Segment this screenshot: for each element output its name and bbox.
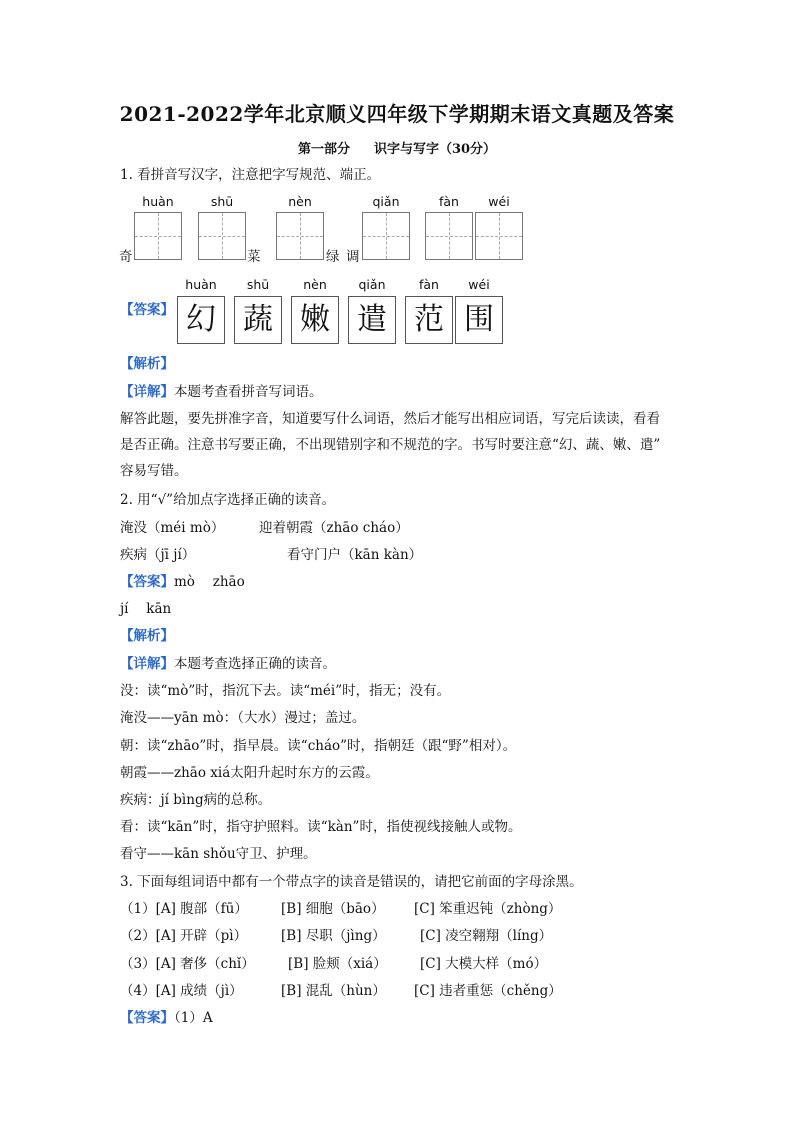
q2-analysis-tag: 【解析】 bbox=[120, 628, 174, 644]
writing-box-3 bbox=[276, 212, 324, 260]
q2-item-1: 淹没（méi mò） bbox=[120, 520, 225, 536]
q3-row-3-c: [C] 大模大样（mó） bbox=[420, 956, 548, 972]
q1-explain-3: 容易写错。 bbox=[120, 463, 188, 479]
q1-explain-1: 解答此题，要先拼准字音，知道要写什么词语，然后才能写出相应词语，写完后读读，看看 bbox=[120, 411, 660, 427]
answer-char-3: 嫩 bbox=[291, 296, 339, 344]
q1-prompt: 1. 看拼音写汉字，注意把字写规范、端正。 bbox=[120, 167, 381, 183]
answer-char-6: 围 bbox=[455, 296, 503, 344]
q2-line-5: 疾病：jí bìng病的总称。 bbox=[120, 792, 272, 808]
q3-row-4-a: （4）[A] 成绩（jì） bbox=[120, 983, 243, 999]
section-heading bbox=[0, 138, 794, 157]
q2-item-4: 看守门户（kān kàn） bbox=[287, 547, 423, 563]
q2-detail-tag: 【详解】 bbox=[120, 656, 174, 672]
document-title: 2021-2022学年北京顺义四年级下学期期末语文真题及答案 bbox=[119, 102, 675, 126]
q2-detail-text: 本题考查选择正确的读音。 bbox=[174, 656, 336, 672]
q1-explain-2: 是否正确。注意书写要正确，不出现错别字和不规范的字。书写时要注意“幻、蔬、嫩、遣” bbox=[120, 437, 661, 453]
q2-answer bbox=[120, 573, 245, 591]
q2-item-3: 疾病（jī jí） bbox=[120, 547, 196, 563]
q3-row-1-c: [C] 笨重迟钝（zhòng） bbox=[414, 901, 562, 917]
q2-prompt: 2. 用“√”给加点字选择正确的读音。 bbox=[120, 492, 336, 508]
answer-pinyin-4: qiǎn bbox=[358, 277, 386, 292]
q2-line-6: 看：读“kān”时，指守护照料。读“kàn”时，指使视线接触人或物。 bbox=[120, 819, 522, 835]
q1-pinyin-5: fàn bbox=[439, 194, 459, 209]
answer-pinyin-3: nèn bbox=[303, 277, 327, 292]
prefix-char-4: 调 bbox=[346, 249, 360, 265]
section-name: 第一部分 bbox=[297, 142, 350, 157]
q3-answer-text: （1）A bbox=[174, 1010, 213, 1026]
q2-line-7: 看守——kān shǒu守卫、护理。 bbox=[120, 846, 317, 862]
q3-row-1-a: （1）[A] 腹部（fū） bbox=[120, 901, 248, 917]
q1-pinyin-4: qiǎn bbox=[372, 194, 400, 209]
prefix-char-2: 菜 bbox=[247, 249, 261, 265]
answer-char-4: 遣 bbox=[348, 296, 396, 344]
q3-row-1-b: [B] 细胞（bāo） bbox=[281, 901, 385, 917]
writing-box-5 bbox=[425, 212, 473, 260]
writing-box-2 bbox=[198, 212, 246, 260]
q2-answer-line2: jí kān bbox=[120, 601, 172, 617]
q1-pinyin-6: wéi bbox=[488, 194, 510, 209]
q2-line-1: 没：读“mò”时，指沉下去。读“méi”时，指无；没有。 bbox=[120, 683, 451, 699]
q2-line-3: 朝：读“zhāo”时，指早晨。读“cháo”时，指朝廷（跟“野”相对）。 bbox=[120, 738, 517, 754]
q2-line-4: 朝霞——zhāo xiá太阳升起时东方的云霞。 bbox=[120, 765, 379, 781]
q3-row-3-a: （3）[A] 奢侈（chǐ） bbox=[120, 956, 255, 972]
prefix-char-1: 奇 bbox=[119, 249, 133, 265]
answer-char-1: 幻 bbox=[177, 296, 225, 344]
q1-detail-text: 本题考查看拼音写词语。 bbox=[174, 384, 323, 400]
q3-row-2-a: （2）[A] 开辟（pì） bbox=[120, 928, 248, 944]
q1-pinyin-3: nèn bbox=[288, 194, 312, 209]
prefix-char-3: 绿 bbox=[326, 249, 340, 265]
q3-row-3-b: [B] 脸颊（xiá） bbox=[288, 956, 387, 972]
q3-answer bbox=[120, 1009, 213, 1027]
writing-box-1 bbox=[134, 212, 182, 260]
q2-detail bbox=[120, 655, 336, 673]
answer-pinyin-2: shū bbox=[246, 277, 270, 292]
answer-char-5: 范 bbox=[405, 296, 453, 344]
writing-box-6 bbox=[475, 212, 523, 260]
q3-row-2-c: [C] 凌空翱翔（líng） bbox=[420, 928, 553, 944]
answer-pinyin-1: huàn bbox=[185, 277, 217, 292]
q1-analysis-tag: 【解析】 bbox=[120, 356, 174, 372]
answer-pinyin-5: fàn bbox=[419, 277, 439, 292]
q3-row-4-b: [B] 混乱（hùn） bbox=[281, 983, 386, 999]
q3-row-4-c: [C] 违者重惩（chěng） bbox=[414, 983, 562, 999]
q2-answer-line1: mò zhāo bbox=[174, 574, 245, 590]
q2-answer-tag: 【答案】 bbox=[120, 574, 174, 590]
q3-prompt: 3. 下面每组词语中都有一个带点字的读音是错误的，请把它前面的字母涂黑。 bbox=[120, 874, 583, 890]
answer-char-2: 蔬 bbox=[234, 296, 282, 344]
answer-pinyin-6: wéi bbox=[468, 277, 490, 292]
q2-item-2: 迎着朝霞（zhāo cháo） bbox=[259, 520, 409, 536]
q1-detail bbox=[120, 383, 323, 401]
q3-row-2-b: [B] 尽职（jìng） bbox=[281, 928, 386, 944]
q1-pinyin-1: huàn bbox=[142, 194, 174, 209]
q1-detail-tag: 【详解】 bbox=[120, 384, 174, 400]
q3-answer-tag: 【答案】 bbox=[120, 1010, 174, 1026]
q2-line-2: 淹没——yān mò：（大水）漫过；盖过。 bbox=[120, 710, 366, 726]
writing-box-4 bbox=[362, 212, 410, 260]
section-desc: 识字与写字（30分） bbox=[373, 142, 497, 157]
q1-pinyin-2: shū bbox=[210, 194, 234, 209]
q1-answer-tag: 【答案】 bbox=[120, 302, 174, 318]
